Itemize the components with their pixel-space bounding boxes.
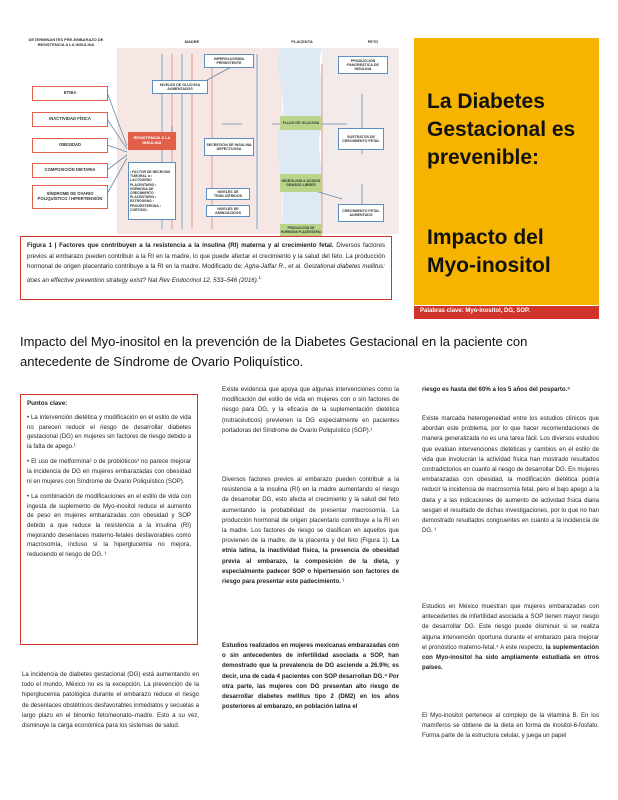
box-factores: • FACTOR DE NECROSIS TUMORAL α • LACTÓGENO PLACENTARIO • HORMONA DE CRECIMIENTO PLACENTARIO • ESTRÓGENO • PROGESTERONA • CORTISOL	[128, 162, 176, 220]
box-flujo-glucosa: FLUJO DE GLUCOSA	[280, 116, 322, 130]
key-point-item: • La intervención dietética y modificación en el estilo de vida no parecen reducir el riesgo de desarrollar diabetes gestacional (DG) en mujeres sin factores de riesgo debido a la falta de apego.¹	[27, 414, 191, 450]
key-points-title: Puntos clave:	[27, 400, 68, 407]
caption-reference-tail: 533–546 (2016).	[211, 276, 259, 284]
secondary-title: Impacto del Myo-inositol	[427, 226, 551, 277]
box-hidrolisis: HIDRÓLISIS A ÁCIDOS GRASOS LIBRES	[280, 174, 322, 192]
col2-paragraph-3: Estudios realizados en mujeres mexicanas embarazadas con o sin antecedentes de infertilidad asociada a SOP, han demostrado que la prevalencia de DG asciende a 26.9%; es decir, una de cada 4 pacientes con SOP desarrollan DG.⁴ Por otra parte, las mujeres con DG presentan alto riesgo de desarrollar diabetes mellitus tipo 2 (DM2) en los años posteriores al embarazo, en población latina el	[222, 642, 399, 711]
col3-paragraph-4: El Myo-inositol pertenece al complejo de la vitamina B. En los mamíferos se obtiene de la dieta en forma de inositol-6-fosfato. Forma parte de la estructura celular, y juega un papel	[422, 712, 599, 740]
col2-paragraph-2	[222, 475, 399, 587]
figure-caption	[20, 236, 392, 300]
col3-paragraph-1: riesgo es hasta del 60% a los 5 años del posparto.⁵	[422, 386, 571, 393]
box-hiperglucemia: HIPERGLUCEMIA PERSISTENTE	[204, 54, 254, 68]
box-obesidad: OBESIDAD	[32, 138, 108, 153]
box-inactividad: INACTIVIDAD FÍSICA	[32, 112, 108, 127]
box-trigliceridos: NIVELES DE TRIGLICÉRIDOS	[206, 188, 250, 200]
col3-p3-bold: la suplementación con Myo-inositol ha sido ampliamente estudiada en otros países.	[422, 643, 599, 672]
diagram-head-left: DETERMINANTES PRE-EMBARAZO DE RESISTENCIA A LA INSULINA	[28, 37, 104, 47]
box-resistencia-insulina: RESISTENCIA A LA INSULINA	[128, 132, 176, 150]
box-composicion: COMPOSICIÓN DIETARIA	[32, 163, 108, 178]
box-etnia: ETNIA	[32, 86, 108, 101]
figure-diagram	[22, 34, 399, 236]
col2-paragraph-1: Existe evidencia que apoya que algunas intervenciones como la modificación del estilo de vida en mujeres con o sin factores de riesgo para DG, y la eficacia de la suplementación dietética (nutracéuticos) previenen la DG especialmente en pacientes portadoras del Síndrome de Ovario Poliquístico (SOP).¹	[222, 386, 399, 434]
box-aminoacidos: NIVELES DE AMINOÁCIDOS	[206, 205, 250, 217]
box-produccion-placentaria: PRODUCCIÓN DE HORMONA PLACENTARIA	[280, 225, 322, 234]
caption-sup: 1	[258, 274, 262, 280]
intro-paragraph: La incidencia de diabetes gestacional (DG) está aumentando en todo el mundo, México no es la excepción. La prevención de la hiperglucemia patológica durante el embarazo reduce el riesgo de desenlaces obstétricos desfavorables inmediatos y secuelas a largo plazo en el binomio feto/neonato–madre. Esto a su vez, disminuye la carga económica para los sistemas de salud.	[22, 671, 199, 730]
key-points-box	[20, 394, 198, 645]
box-crecimiento-fetal: CRECIMIENTO FETAL AUMENTADO	[338, 204, 384, 222]
col3-paragraph-3	[422, 602, 599, 673]
col2-p2-text: Diversos factores previos al embarazo pueden contribuir a la resistencia a la insulina (RI) en la madre aumentando el riesgo de desarrollar DG, esto afecta el crecimiento y la salud del feto aumentando la probabilidad de presentar macrosomía. La producción hormonal de origen placentario contribuye a la RI en la madre. Los factores de riesgo se clasifican en aquellos que provienen de la madre, de la placenta y del feto (Figura 1).	[222, 476, 399, 545]
caption-label: Figura 1 | Factores que contribuyen a la resistencia a la insulina (RI) materna y al crecimiento fetal.	[27, 242, 334, 249]
box-glucosa: NIVELES DE GLUCOSA AUMENTADOS	[152, 80, 208, 94]
col3-paragraph-2: Existe marcada heterogeneidad entre los estudios clínicos que abordan este problema, por lo que hacer recomendaciones de manera generalizada no es una tarea fácil. Los diversos estudios que evalúan intervenciones dietéticas y cambios en el estilo de vida que involucran la actividad física han mostrado resultados contradictorios en cuanto al riesgo de desarrollar DG. En mujeres embarazadas con obesidad, la modificación dietética podría reducir la incidencia de macrosomía fetal, pero el bajo apego a la dieta y a las indicaciones de aumento de actividad física diaria sesgan el resultado de dichas investigaciones, por lo que no han demostrado resultados congruentes en cuanto a la incidencia de DG. ¹	[422, 415, 599, 535]
box-secrecion: SECRECIÓN DE INSULINA DEFECTUOSA	[204, 138, 254, 156]
diagram-head-madre: MADRE	[184, 39, 200, 44]
col2-p2-bold: La etnia latina, la inactividad física, la presencia de obesidad previa al embarazo, la composición de la dieta, y especialmente padecer SOP o hipertensión son factores de riesgo para presentar este padecimiento.	[222, 537, 399, 586]
caption-reference: Agha-Jaffar R., et al. Gestational diabetes mellitus: does an effective prevention strategy exist? Nat Rev Endocrinol 12,	[27, 263, 385, 284]
box-produccion-pancreatica: PRODUCCIÓN PANCREÁTICA DE INSULINA	[338, 56, 388, 74]
main-title: La Diabetes Gestacional es prevenible:	[427, 90, 576, 169]
caption-text: Diversos factores previos al embarazo pueden contribuir a la RI en la madre, lo que puede afectar el crecimiento y la salud del feto. La producción hormonal de origen placentario contribuye a la RI en la madre. Modificado de:	[27, 242, 386, 271]
key-point-item: • El uso de metformina² o de probióticos³ no parece mejorar la incidencia de DG en mujeres embarazadas con obesidad ni en mujeres con Síndrome de Ovario Poliquístico (SOP).	[27, 458, 191, 485]
diagram-head-feto: FETO	[367, 39, 379, 44]
key-point-item: • La combinación de modificaciones en el estilo de vida con ingesta de suplemento de Myo-inositol reduce el aumento de peso en mujeres embarazadas con obesidad y SOP debido a que reduce la resistencia a la insulina (RI) mejorando desenlaces materno-fetales desfavorables como macrosomía, incluso si la hiperglucemia no mejora, reduciendo el riesgo de DG. ¹	[27, 493, 191, 558]
box-sustratos: SUSTRATOS DE CRECIMIENTO FETAL	[338, 128, 384, 150]
box-sop: SÍNDROME DE OVARIO POLIQUÍSTICO / HIPERTENSIÓN	[32, 185, 108, 209]
diagram-head-placenta: PLACENTA	[291, 39, 313, 44]
keywords: Palabras clave: Myo-inositol, DG, SOP.	[420, 308, 530, 314]
article-subtitle: Impacto del Myo-inositol en la prevención de la Diabetes Gestacional en la paciente con antecedente de Síndrome de Ovario Poliquístico.	[20, 334, 528, 369]
col3-p3-text: Estudios en México muestran que mujeres embarazadas con antecedentes de infertilidad asociada a SOP tienen mayor riesgo de desarrollar DG. Este riesgo puede disminuir si se realiza alguna intervención oportuna durante el embarazo para mejorar el pronóstico materno-fetal.⁴ A este respecto,	[422, 603, 599, 651]
col2-p2-sup: ¹	[340, 578, 345, 586]
